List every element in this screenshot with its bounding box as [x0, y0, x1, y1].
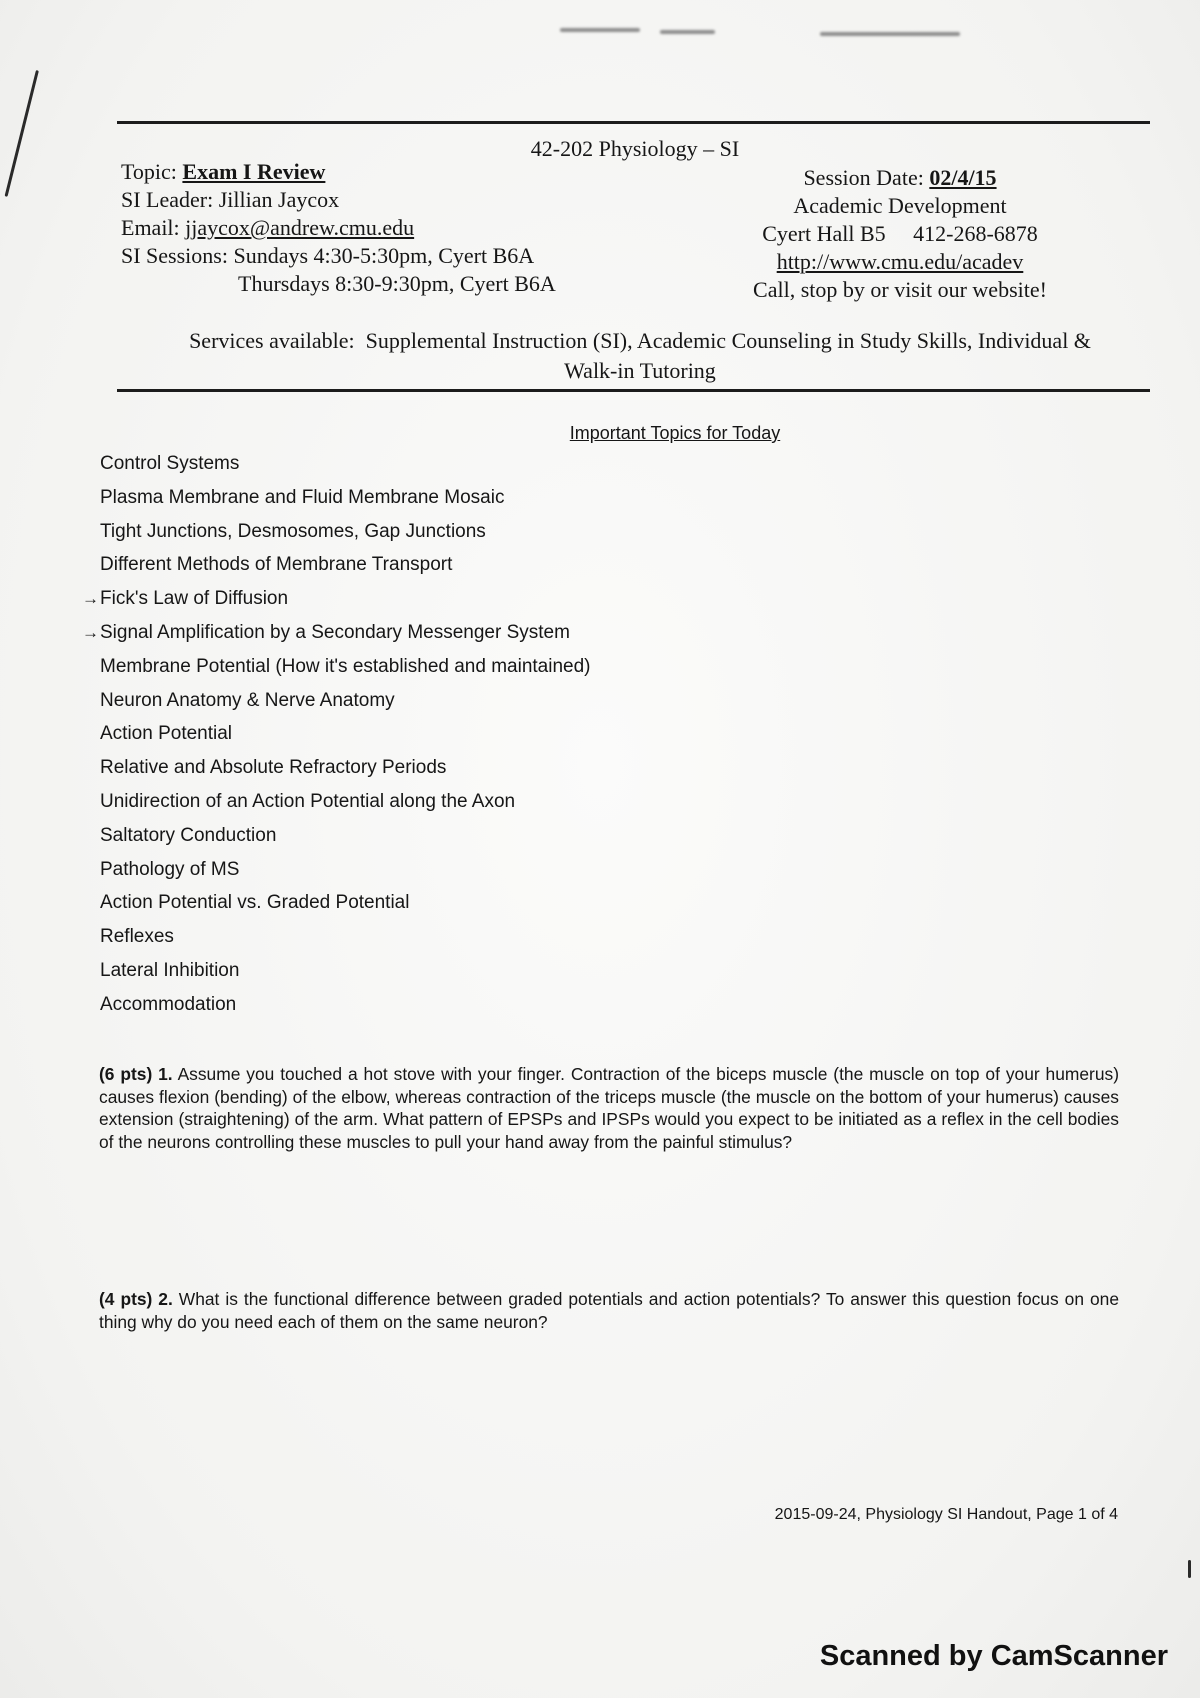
header-top-rule [117, 121, 1150, 124]
question-1 [99, 1063, 1119, 1153]
website-link[interactable]: http://www.cmu.edu/acadev [776, 249, 1024, 274]
topics-heading: Important Topics for Today [569, 423, 781, 443]
list-item: Control Systems [100, 453, 240, 474]
list-item: → Signal Amplification by a Secondary Messenger System [82, 621, 570, 643]
si-sessions-line-2: Thursdays 8:30-9:30pm, Cyert B6A [238, 271, 556, 296]
list-item: Unidirection of an Action Potential along the Axon [100, 790, 516, 812]
arrow-icon: → [82, 589, 99, 609]
list-item: Accommodation [100, 993, 237, 1015]
topic-label: Topic: [121, 159, 183, 184]
list-item: Reflexes [100, 926, 174, 948]
session-date-label: Session Date: [803, 165, 930, 190]
list-item: Neuron Anatomy & Nerve Anatomy [100, 689, 395, 711]
email-link[interactable]: jjaycox@andrew.cmu.edu [185, 215, 415, 240]
list-item: Pathology of MS [100, 858, 240, 880]
page-edge-mark [1188, 1560, 1191, 1578]
course-title: 42-202 Physiology – SI [530, 136, 740, 161]
list-item: Lateral Inhibition [100, 959, 240, 981]
list-item: Action Potential vs. Graded Potential [100, 892, 410, 914]
list-item: Membrane Potential (How it's established and maintained) [100, 655, 591, 677]
arrow-icon: → [82, 622, 99, 642]
services-line-1: Services available: Supplemental Instruction (SI), Academic Counseling in Study Skills, Individual & [189, 328, 1091, 353]
services-line-2: Walk-in Tutoring [564, 358, 716, 383]
location-phone: Cyert Hall B5 412-268-6878 [762, 221, 1038, 246]
list-item: → Fick's Law of Diffusion [82, 588, 289, 610]
list-item: Relative and Absolute Refractory Periods [100, 757, 447, 779]
list-item: Plasma Membrane and Fluid Membrane Mosaic [100, 486, 505, 508]
header-bottom-rule [117, 389, 1150, 392]
header-left-block [121, 158, 556, 298]
si-leader: SI Leader: Jillian Jaycox [121, 187, 340, 212]
question-points: (6 pts) 1. [99, 1064, 173, 1084]
question-text: Assume you touched a hot stove with your finger. Contraction of the biceps muscle (the muscle on top of your humerus) causes flexion (bending) of the elbow, whereas contraction of the triceps muscle (the muscle on the bottom of your humerus) causes extension (straightening) of the arm. What pattern of EPSPs and IPSPs would you expect to be initiated as a reflex in the cell bodies of the neurons controlling these muscles to pull your hand away from the painful stimulus? [99, 1064, 1119, 1152]
services-available [140, 326, 1140, 386]
header-right-block [720, 164, 1080, 304]
email-line [121, 214, 556, 242]
question-points: (4 pts) 2. [99, 1289, 173, 1309]
department-name: Academic Development [793, 193, 1007, 218]
list-item: Action Potential [100, 723, 233, 745]
list-item: Saltatory Conduction [100, 824, 277, 846]
page-edge-mark [5, 70, 39, 197]
list-item: Different Methods of Membrane Transport [100, 554, 453, 576]
question-2 [99, 1288, 1119, 1333]
question-text: What is the functional difference between graded potentials and action potentials? To answer this question focus on one thing why do you need each of them on the same neuron? [99, 1289, 1119, 1332]
camscanner-watermark: Scanned by CamScanner [819, 1640, 1168, 1672]
scan-streak [820, 32, 960, 36]
list-item: Tight Junctions, Desmosomes, Gap Junctions [100, 520, 486, 542]
page-footer: 2015-09-24, Physiology SI Handout, Page 1 of 4 [774, 1506, 1118, 1523]
email-label: Email: [121, 215, 186, 240]
session-date-line [720, 164, 1080, 192]
session-date-value: 02/4/15 [929, 165, 997, 190]
si-sessions-line-1: SI Sessions: Sundays 4:30-5:30pm, Cyert B6A [121, 243, 535, 268]
topic-line [121, 158, 556, 186]
topics-list [82, 452, 591, 1027]
topic-value: Exam I Review [182, 159, 326, 184]
scan-streak [660, 30, 715, 34]
scan-streak [560, 28, 640, 32]
call-to-action: Call, stop by or visit our website! [753, 277, 1047, 302]
